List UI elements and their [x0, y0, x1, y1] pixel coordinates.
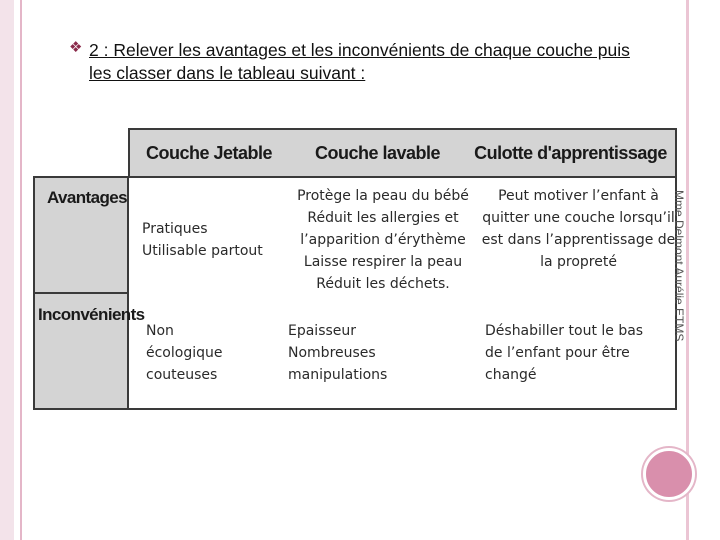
- decorative-circle: [643, 448, 695, 500]
- left-decorative-bar: [0, 0, 14, 540]
- cell-avantages-culotte: Peut motiver l’enfant à quitter une couche lorsqu’il est dans l’apprentissage de la propreté: [481, 188, 676, 270]
- slide-heading: 2 : Relever les avantages et les inconvénients de chaque couche puis les classer dans le tableau suivant :: [89, 40, 630, 83]
- author-credit: Mme Delmont Aurélie ETMS: [672, 190, 686, 342]
- column-header-couche-jetable: Couche Jetable: [145, 143, 273, 163]
- row-label-avantages: Avantages: [47, 188, 127, 207]
- row-label-inconvenients: Inconvénients: [38, 305, 145, 324]
- cell-inconvenients-culotte: Déshabiller tout le bas de l’enfant pour être changé: [485, 323, 644, 383]
- diamond-bullet-icon: ❖: [69, 38, 83, 56]
- column-header-culotte-apprentissage: Culotte d'apprentissage: [474, 143, 667, 163]
- cell-inconvenients-jetable: Non écologique couteuses: [146, 323, 223, 383]
- cell-inconvenients-lavable: Epaisseur Nombreuses manipulations: [288, 323, 388, 383]
- row-separator: [33, 292, 129, 294]
- column-header-couche-lavable: Couche lavable: [314, 143, 441, 163]
- cell-avantages-lavable: Protège la peau du bébé Réduit les allergies et l’apparition d’érythème Laisse respirer la peau Réduit les déchets.: [297, 188, 469, 292]
- table-header-row: [128, 128, 677, 178]
- cell-avantages-jetable: Pratiques Utilisable partout: [142, 221, 263, 259]
- left-decorative-line: [20, 0, 22, 540]
